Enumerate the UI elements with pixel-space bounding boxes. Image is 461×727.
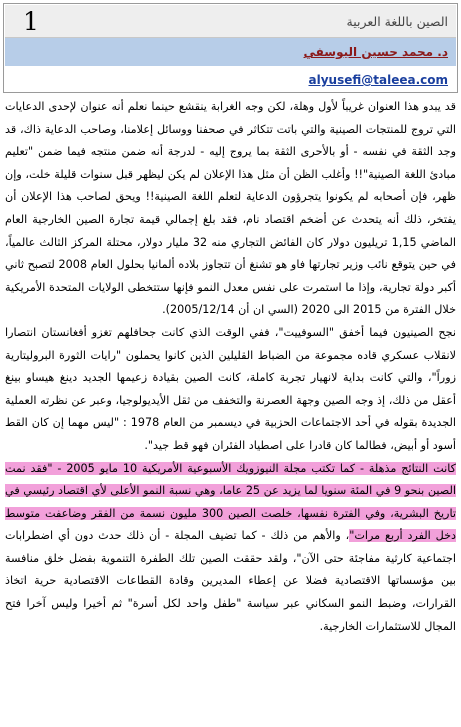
paragraph-2: نجح الصينيون فيما أخفق "السوفييت"، ففي الوقت الذي كانت جحافلهم تغزو أفغانستان انتصارا لانقلاب عسكري قاده مجموعة من الضباط القليلين الذين كانوا يحملون "رايات الثورة البروليتارية زوراً"، والتي كانت بداية لانهيار تجربة كاملة، كانت الصين بقيادة زعيمها الجديد دينغ هيساو بينغ أعقل من ذلك، إذ وجه الصين وجهة العصرنة والتخفف من ثقل الأيديولوجيا، وعبر عن نظرته العملية الجديدة بقوله في أحد الاجتماعات الحزبية في ديسمبر من العام 1978 : "ليس مهما إن كان القط أسود أو أبيض، فطالما كان قادرا على اصطياد الفئران فهو قط جيد". xyxy=(5,325,456,452)
email-row xyxy=(5,66,456,91)
author-email-link[interactable]: alyusefi@taleea.com xyxy=(308,73,448,87)
document-title: الصين باللغة العربية xyxy=(346,14,448,29)
title-row xyxy=(5,5,456,38)
author-name: د. محمد حسين اليوسفي xyxy=(303,45,448,59)
article-body xyxy=(5,96,456,638)
paragraph-1: قد يبدو هذا العنوان غريباً لأول وهلة، لكن وجه الغرابة ينقشع حينما نعلم أنه عنوان لإحدى الدعايات التي تروج للمنتجات الصينية والتي باتت تتكاثر في صحفنا ووسائل إعلامنا، وصاحب الدعاية ذاك، قد وجد الثقة في نفسه - أو بالأحرى الثقة بما يروج إليه - لدرجة أنه ضمن منتجه فيما ضمن "تعليم مبادئ اللغة الصينية"!! وأغلب الظن أن مثل هذا الإعلان لم يكن ليظهر قبل سنوات قليلة خلت، وإن ظهر، فإن أصحابه لم يكونوا يتجرؤون الدعاية لتعلم اللغة الصينية!! ويحق لصاحب هذا الإعلان أن يفتخر، ذلك أنه يتحدث عن أضخم اقتصاد نام، فقد بلغ إجمالي قيمة تجارة الصين الخارجية العام الماضي 1,15 تريليون دولار كان الفائض التجاري منه 32 مليار دولار، محتلة المركز الثالث عالمياً، في حين يتوقع نائب وزير تجارتها فاو هو تشنغ أن تتجاوز بلاده ألمانيا بحلول العام 2008 لتصبح ثاني أكبر دولة تجارية، وإذا ما استمرت على نفس معدل النمو فإنها ستتخطى الولايات المتحدة الأمريكية خلال الفترة من 2015 الى 2020 (السي ان أن 2005/12/14). xyxy=(5,100,457,317)
header-box xyxy=(3,3,458,93)
paragraph-3-rest: ، والأهم من ذلك - كما تضيف المجلة - أن ذلك حدث دون أي اضطرابات اجتماعية كارثية مفاجئة حتى الآن"، ولقد حققت الصين تلك الطفرة التنموية بفضل خلق منافسة بين مؤسساتها الاقتصادية فضلا عن إعطاء المديرين وقادة القطاعات الاقتصادية حرية اتخاذ القرارات، وضبط النمو السكاني عبر سياسة "طفل واحد لكل أسرة" ثم أخيرا وليس آخرا فتح المجال للاستثمارات الخارجية. xyxy=(5,529,456,633)
paragraph-3 xyxy=(5,458,456,639)
page-number: 1 xyxy=(23,7,39,36)
highlighted-quote: كانت النتائج مذهلة - كما تكتب مجلة النيوزويك الأسبوعية الأمريكية 10 مايو 2005 - "فقد نمت الصين بنحو 9 في المئة سنويا لما يزيد عن 25 عاما، وهي نسبة النمو الأعلى لأي اقتصاد رئيسي في تاريخ البشرية، وفي الفترة نفسها، خلصت الصين 300 مليون نسمة من الفقر وضاعفت متوسط دخل الفرد أربع مرات" xyxy=(5,461,457,543)
author-row xyxy=(5,38,456,66)
